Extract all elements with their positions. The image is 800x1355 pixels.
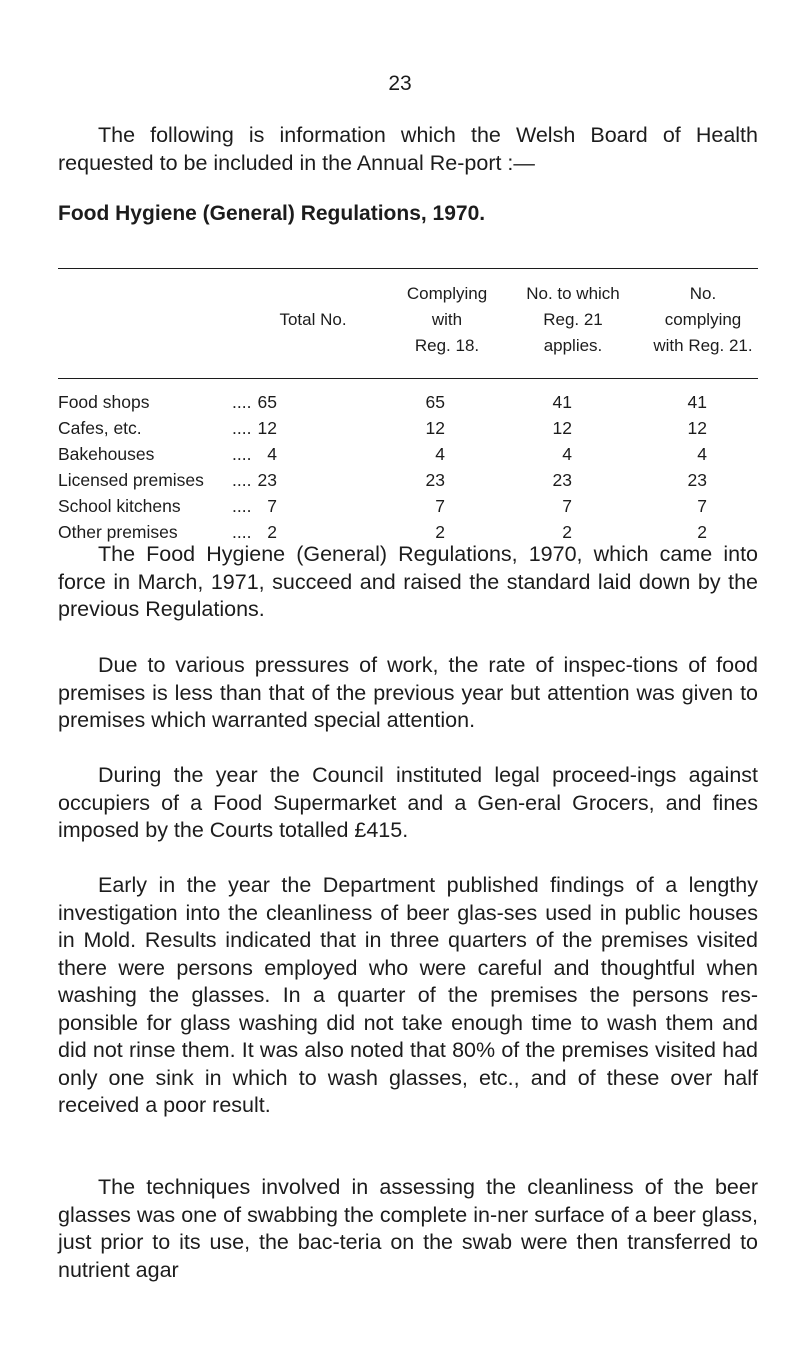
- table-row: [0, 415, 800, 441]
- table-row: [0, 467, 800, 493]
- header-total-line: Total No.: [279, 310, 347, 329]
- table-top-rule: [58, 268, 758, 269]
- row-leader-dots: ....: [232, 418, 252, 438]
- cell-complying-reg21: 4: [697, 444, 707, 464]
- cell-applies-reg21: 7: [562, 496, 572, 516]
- row-leader-dots: ....: [232, 470, 252, 490]
- cell-applies-reg21: 4: [562, 444, 572, 464]
- row-label: Licensed premises: [58, 470, 204, 490]
- table-row: [0, 441, 800, 467]
- cell-complying-reg21: 12: [687, 418, 707, 438]
- row-leader-dots: ....: [232, 444, 252, 464]
- row-leader-dots: ....: [232, 496, 252, 516]
- header-line: with Reg. 21.: [653, 336, 753, 355]
- header-line: with: [431, 310, 463, 329]
- row-label: Other premises: [58, 522, 178, 542]
- cell-complying-reg18: 7: [435, 496, 445, 516]
- header-total: [258, 307, 368, 333]
- row-label: School kitchens: [58, 496, 181, 516]
- row-label: Bakehouses: [58, 444, 155, 464]
- body-paragraph: Due to various pressures of work, the rate of inspec-tions of food premises is less than that of the previous year but attention was given to premises which warranted special attention.: [58, 653, 758, 732]
- cell-total: 2: [267, 522, 277, 542]
- intro-paragraph: The following is information which the Welsh Board of Health requested to be included in the Annual Re-port :—: [58, 123, 758, 175]
- table-row: [0, 493, 800, 519]
- row-leader-dots: ....: [232, 392, 252, 412]
- cell-complying-reg21: 2: [697, 522, 707, 542]
- cell-complying-reg21: 7: [697, 496, 707, 516]
- cell-applies-reg21: 41: [552, 392, 572, 412]
- header-line: Complying: [406, 284, 488, 303]
- cell-total: 23: [257, 470, 277, 490]
- cell-total: 12: [257, 418, 277, 438]
- body-paragraph: The Food Hygiene (General) Regulations, 1970, which came into force in March, 1971, succeed and raised the standard laid down by the previous Regulations.: [58, 542, 758, 621]
- cell-complying-reg18: 65: [425, 392, 445, 412]
- cell-applies-reg21: 2: [562, 522, 572, 542]
- body-paragraph: The techniques involved in assessing the cleanliness of the beer glasses was one of swabbing the complete in-ner surface of a beer glass, just prior to its use, the bac-teria on the swab were then transferred to nutrient agar: [58, 1175, 758, 1282]
- cell-total: 4: [267, 444, 277, 464]
- header-line: Reg. 18.: [414, 336, 480, 355]
- header-line: complying: [664, 310, 742, 329]
- row-label: Food shops: [58, 392, 150, 412]
- header-complying-reg18: [392, 281, 502, 359]
- cell-applies-reg21: 23: [552, 470, 572, 490]
- page-number: 23: [388, 72, 412, 95]
- cell-complying-reg18: 23: [425, 470, 445, 490]
- header-line: applies.: [543, 336, 603, 355]
- row-label: Cafes, etc.: [58, 418, 142, 438]
- header-line: No.: [689, 284, 717, 303]
- row-leader-dots: ....: [232, 522, 252, 542]
- cell-total: 65: [257, 392, 277, 412]
- table-row: [0, 389, 800, 415]
- cell-applies-reg21: 12: [552, 418, 572, 438]
- cell-complying-reg21: 41: [687, 392, 707, 412]
- header-complying-reg21: [640, 281, 766, 359]
- header-applies-reg21: [508, 281, 638, 359]
- cell-complying-reg21: 23: [687, 470, 707, 490]
- cell-total: 7: [267, 496, 277, 516]
- header-line: Reg. 21: [543, 310, 603, 329]
- cell-complying-reg18: 4: [435, 444, 445, 464]
- table-header-rule: [58, 378, 758, 379]
- cell-complying-reg18: 2: [435, 522, 445, 542]
- body-paragraph: During the year the Council instituted legal proceed-ings against occupiers of a Food Supermarket and a Gen-eral Grocers, and fines imposed by the Courts totalled £415.: [58, 763, 758, 842]
- body-paragraph: Early in the year the Department published findings of a lengthy investigation into the cleanliness of beer glas-ses used in public houses in Mold. Results indicated that in three quarters of the premises visited there were persons employed who were careful and thoughtful when washing the glasses. In a quarter of the premises the persons res-ponsible for glass washing did not take enough time to wash them and did not rinse them. It was also noted that 80% of the premises visited had only one sink in which to wash glasses, etc., and of these over half received a poor result.: [58, 873, 758, 1117]
- cell-complying-reg18: 12: [425, 418, 445, 438]
- table-heading: Food Hygiene (General) Regulations, 1970.: [58, 202, 486, 225]
- header-line: No. to which: [526, 284, 620, 303]
